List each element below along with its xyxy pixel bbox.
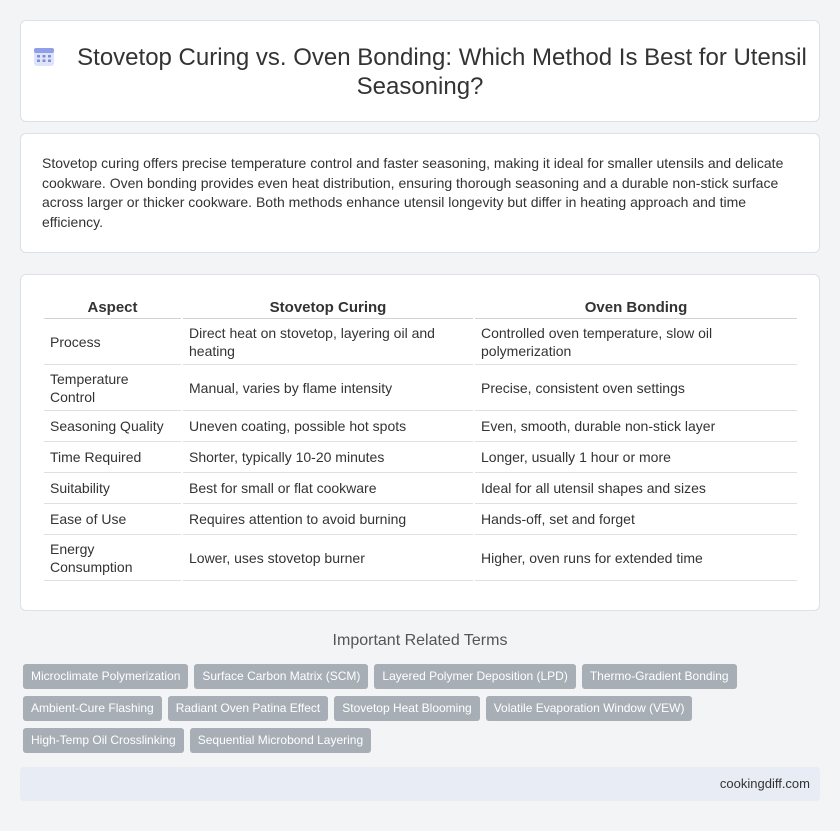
table-row [44,365,797,411]
title-wrap [21,43,819,101]
tag-row [23,664,823,689]
cell-aspect: Seasoning Quality [44,411,181,442]
page-title-text: Stovetop Curing vs. Oven Bonding: Which Method Is Best for Utensil Seasoning? [77,44,807,100]
cell-aspect: Energy Consumption [44,535,181,581]
header-stovetop: Stovetop Curing [183,297,473,319]
cell-aspect: Suitability [44,473,181,504]
cell-stovetop: Best for small or flat cookware [183,473,473,504]
cell-stovetop: Lower, uses stovetop burner [183,535,473,581]
table-row [44,504,797,535]
related-tag[interactable]: High-Temp Oil Crosslinking [23,728,184,753]
table-row [44,442,797,473]
related-tag[interactable]: Stovetop Heat Blooming [334,696,479,721]
cell-aspect: Temperature Control [44,365,181,411]
cell-stovetop: Shorter, typically 10-20 minutes [183,442,473,473]
related-terms-title: Important Related Terms [332,632,508,649]
footer-site-link[interactable]: cookingdiff.com [719,776,810,791]
cell-oven: Precise, consistent oven settings [475,365,797,411]
comparison-table-card [20,274,820,611]
cell-oven: Ideal for all utensil shapes and sizes [475,473,797,504]
related-tag[interactable]: Sequential Microbond Layering [190,728,371,753]
title-card [20,20,820,122]
calendar-icon [33,45,55,67]
related-tag[interactable]: Ambient-Cure Flashing [23,696,162,721]
cell-stovetop: Manual, varies by flame intensity [183,365,473,411]
table-row [44,473,797,504]
page-title [21,43,819,101]
header-oven: Oven Bonding [475,297,797,319]
cell-stovetop: Direct heat on stovetop, layering oil and heating [183,319,473,365]
cell-oven: Even, smooth, durable non-stick layer [475,411,797,442]
cell-oven: Longer, usually 1 hour or more [475,442,797,473]
related-tag[interactable]: Microclimate Polymerization [23,664,188,689]
related-tag[interactable]: Surface Carbon Matrix (SCM) [194,664,368,689]
related-tag[interactable]: Radiant Oven Patina Effect [168,696,329,721]
cell-stovetop: Requires attention to avoid burning [183,504,473,535]
comparison-table [42,297,799,581]
cell-aspect: Process [44,319,181,365]
cell-aspect: Time Required [44,442,181,473]
cell-oven: Hands-off, set and forget [475,504,797,535]
tag-row [23,728,823,753]
related-tag[interactable]: Layered Polymer Deposition (LPD) [374,664,575,689]
table-row [44,535,797,581]
tag-row [23,696,823,721]
table-header-row [44,297,797,319]
related-terms-tags [23,664,823,760]
cell-stovetop: Uneven coating, possible hot spots [183,411,473,442]
summary-text: Stovetop curing offers precise temperature control and faster seasoning, making it ideal for smaller utensils and delicate cookware. Oven bonding provides even heat distribution, ensuring thorough seasoning and a durable non-stick surface across larger or thicker cookware. Both methods enhance utensil longevity but differ in heating approach and time efficiency. [42,155,784,230]
footer [20,767,820,801]
related-tag[interactable]: Volatile Evaporation Window (VEW) [486,696,693,721]
cell-oven: Controlled oven temperature, slow oil polymerization [475,319,797,365]
header-aspect: Aspect [44,297,181,319]
cell-oven: Higher, oven runs for extended time [475,535,797,581]
related-tag[interactable]: Thermo-Gradient Bonding [582,664,737,689]
cell-aspect: Ease of Use [44,504,181,535]
table-row [44,411,797,442]
summary-card [20,133,820,253]
table-row [44,319,797,365]
